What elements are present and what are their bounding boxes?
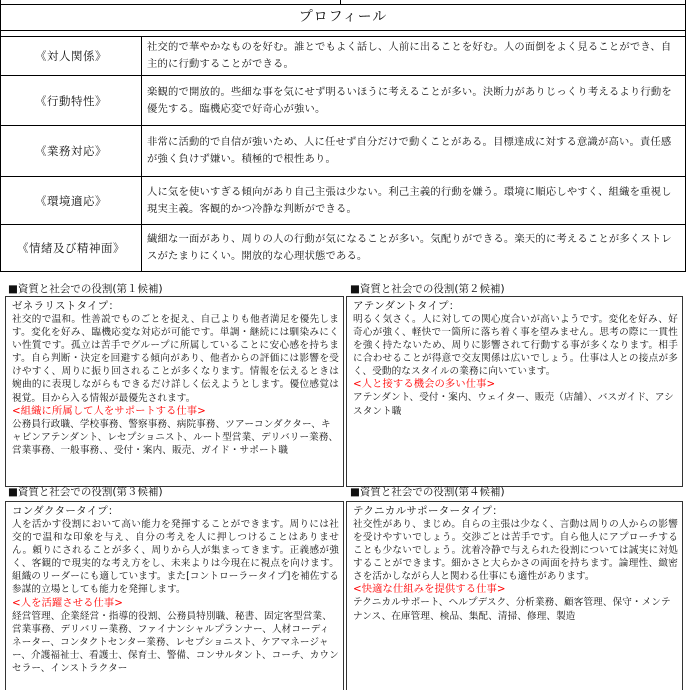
row-description (147, 126, 679, 176)
row-description (147, 37, 679, 75)
role-1-jobs: 公務員行政職、学校事務、警察事務、病院事務、ツアーコンダクター、キャビンアテンダント、レセプショニスト、ルート型営業、デリバリー業務、営業事務、一般事務、、受付・案内、販売、ガイド・サポート職 (12, 418, 339, 456)
role-1-description: 社交的で温和。性善説でものごとを捉え、自己よりも他者満足を優先します。変化を好み、臨機応変な対応が可能です。単調・継続には馴染みにくい性質です。孤立は苦手でグループに所属していることに安心感を持ちます。自ら判断・決定を回避する傾向があり、他者からの評価には影響を受けやすく、周りに振り回されることが多くなります。情報を伝えるときは婉曲的に表現しながらもできるだけ詳しく伝えようとします。優位感覚は視覚。目から入る情報が最優先されます。 (12, 314, 339, 404)
role-2-heading: ■資質と社会での役割(第２候補) (350, 283, 505, 295)
row-description (147, 76, 679, 125)
role-3-box (5, 501, 344, 690)
profile-title-top-rule (0, 4, 686, 5)
row-text: 楽観的で開放的。些細な事を気にせず明るいほうに考えることが多い。決断力がありじっくり考えるより行動を優先する。臨機応変で好奇心が強い。 (147, 85, 672, 115)
row-label: 《情緒及び精神面》 (17, 241, 125, 255)
row-description (147, 225, 679, 271)
profile-table (0, 36, 686, 272)
profile-title: プロフィール (298, 9, 388, 25)
row-text: 繊細な一面があり、周りの人の行動が気になることが多い。気配りができる。楽天的に考えることが多くストレスがたまりにくい。開放的な心理状態である。 (147, 233, 672, 262)
role-2-jobs: アテンダント、受付・案内、ウェイター、販売（店舗）、バスガイド、アシスタント職 (353, 392, 674, 417)
role-2-type-name: アテンダントタイプ： (353, 300, 460, 312)
row-text: 社交的で華やかなものを好む。誰とでもよく話し、人前に出ることを好む。人の面倒をよく見ることができ、自主的に行動することができる。 (147, 41, 672, 70)
row-label: 《環境適応》 (35, 193, 107, 208)
role-3-description: 人を活かす役割において高い能力を発揮することができます。周りには社交的で温和な印象を与え、自分の考えを人に押しつけることはありません。頼りにされることが多く、周りから人が集まってきます。正義感が強く、客観的で現実的な考え方をし、未来よりは今現在に視点を向けます。組織のリーダーにも適しています。また[コントローラータイプ]を補佐する参謀的立場としても能力を発揮します。 (12, 519, 339, 596)
row-label: 《業務対応》 (35, 144, 107, 158)
role-1-heading: ■資質と社会での役割(第１候補) (8, 283, 163, 295)
role-4-type-name: テクニカルサポータータイプ： (353, 505, 504, 517)
role-4-description: 社交性があり、まじめ。自らの主張は少なく、言動は周りの人からの影響を受けやすいでしょう。交渉ごとは苦手です。自ら他人にアプローチすることも少ないでしょう。沈着冷静で与えられた役割については誠実に対処することができます。細かさと大らかさの両面を持ちます。論理性、緻密さを活かしながら人と関わる仕事にも適性があります。 (353, 519, 678, 583)
role-2-box (346, 296, 683, 487)
role-4-box (346, 501, 683, 690)
row-label: 《行動特性》 (35, 93, 107, 108)
role-3-jobs: 経営管理、企業経営・指導的役割、公務員特別職、秘書、固定客型営業、営業事務、デリバリー業務、ファイナンシャルプランナー、人材コーディネーター、コンタクトセンター業務、レセプショニスト、ケアマネージャー、介護福祉士、看護士、保育士、警備、コンサルタント、コーチ、カウンセラー、インストラクター (12, 610, 339, 674)
profile-row-work (1, 126, 686, 176)
role-2-description: 明るく気さく。人に対しての関心度合いが高いようです。変化を好み、好奇心が強く、軽快で一箇所に落ち着く事を望みません。思考の際に一貫性を強く持たないため、周りに影響されて行動する事が多くなります。相手に合わせることが得意で交友関係は広いでしょう。仕事は人との接点が多く、受動的なスタイルの業務に向いています。 (353, 314, 678, 378)
role-3-job-category: <人を活躍させる仕事> (12, 596, 124, 609)
row-text: 人に気を使いすぎる傾向があり自己主張は少ない。利己主義的行動を嫌う。環境に順応しやすく、組織を重視し現実主義。客観的かつ冷静な判断ができる。 (147, 185, 672, 215)
profile-row-environment (1, 177, 686, 224)
role-2-job-category: <人と接する機会の多い仕事> (353, 378, 496, 391)
role-4-jobs: テクニカルサポート、ヘルプデスク、分析業務、顧客管理、保守・メンテナンス、在庫管理、検品、集配、清掃、修理、製造 (353, 597, 671, 622)
row-description (147, 177, 679, 224)
role-4-job-category: <快適な仕組みを提供する仕事> (353, 583, 506, 596)
profile-row-interpersonal (1, 37, 686, 75)
row-text: 非常に活動的で自信が強いため、人に任せず自分だけで動くことがある。目標達成に対する意識が高い。責任感が強く負けず嫌い。積極的で根性あり。 (147, 136, 672, 165)
role-1-box (5, 296, 344, 487)
role-3-type-name: コンダクタータイプ： (12, 505, 119, 517)
profile-row-emotional (1, 225, 686, 271)
role-1-job-category: <組織に所属して人をサポートする仕事> (12, 404, 206, 417)
profile-row-behavior (1, 76, 686, 125)
role-1-type-name: ゼネラリストタイプ： (12, 300, 120, 312)
row-label: 《対人関係》 (35, 49, 107, 63)
role-4-heading: ■資質と社会での役割(第４候補) (350, 486, 505, 498)
profile-title-bottom-rule (0, 30, 686, 31)
role-3-heading: ■資質と社会での役割(第３候補) (8, 486, 163, 498)
